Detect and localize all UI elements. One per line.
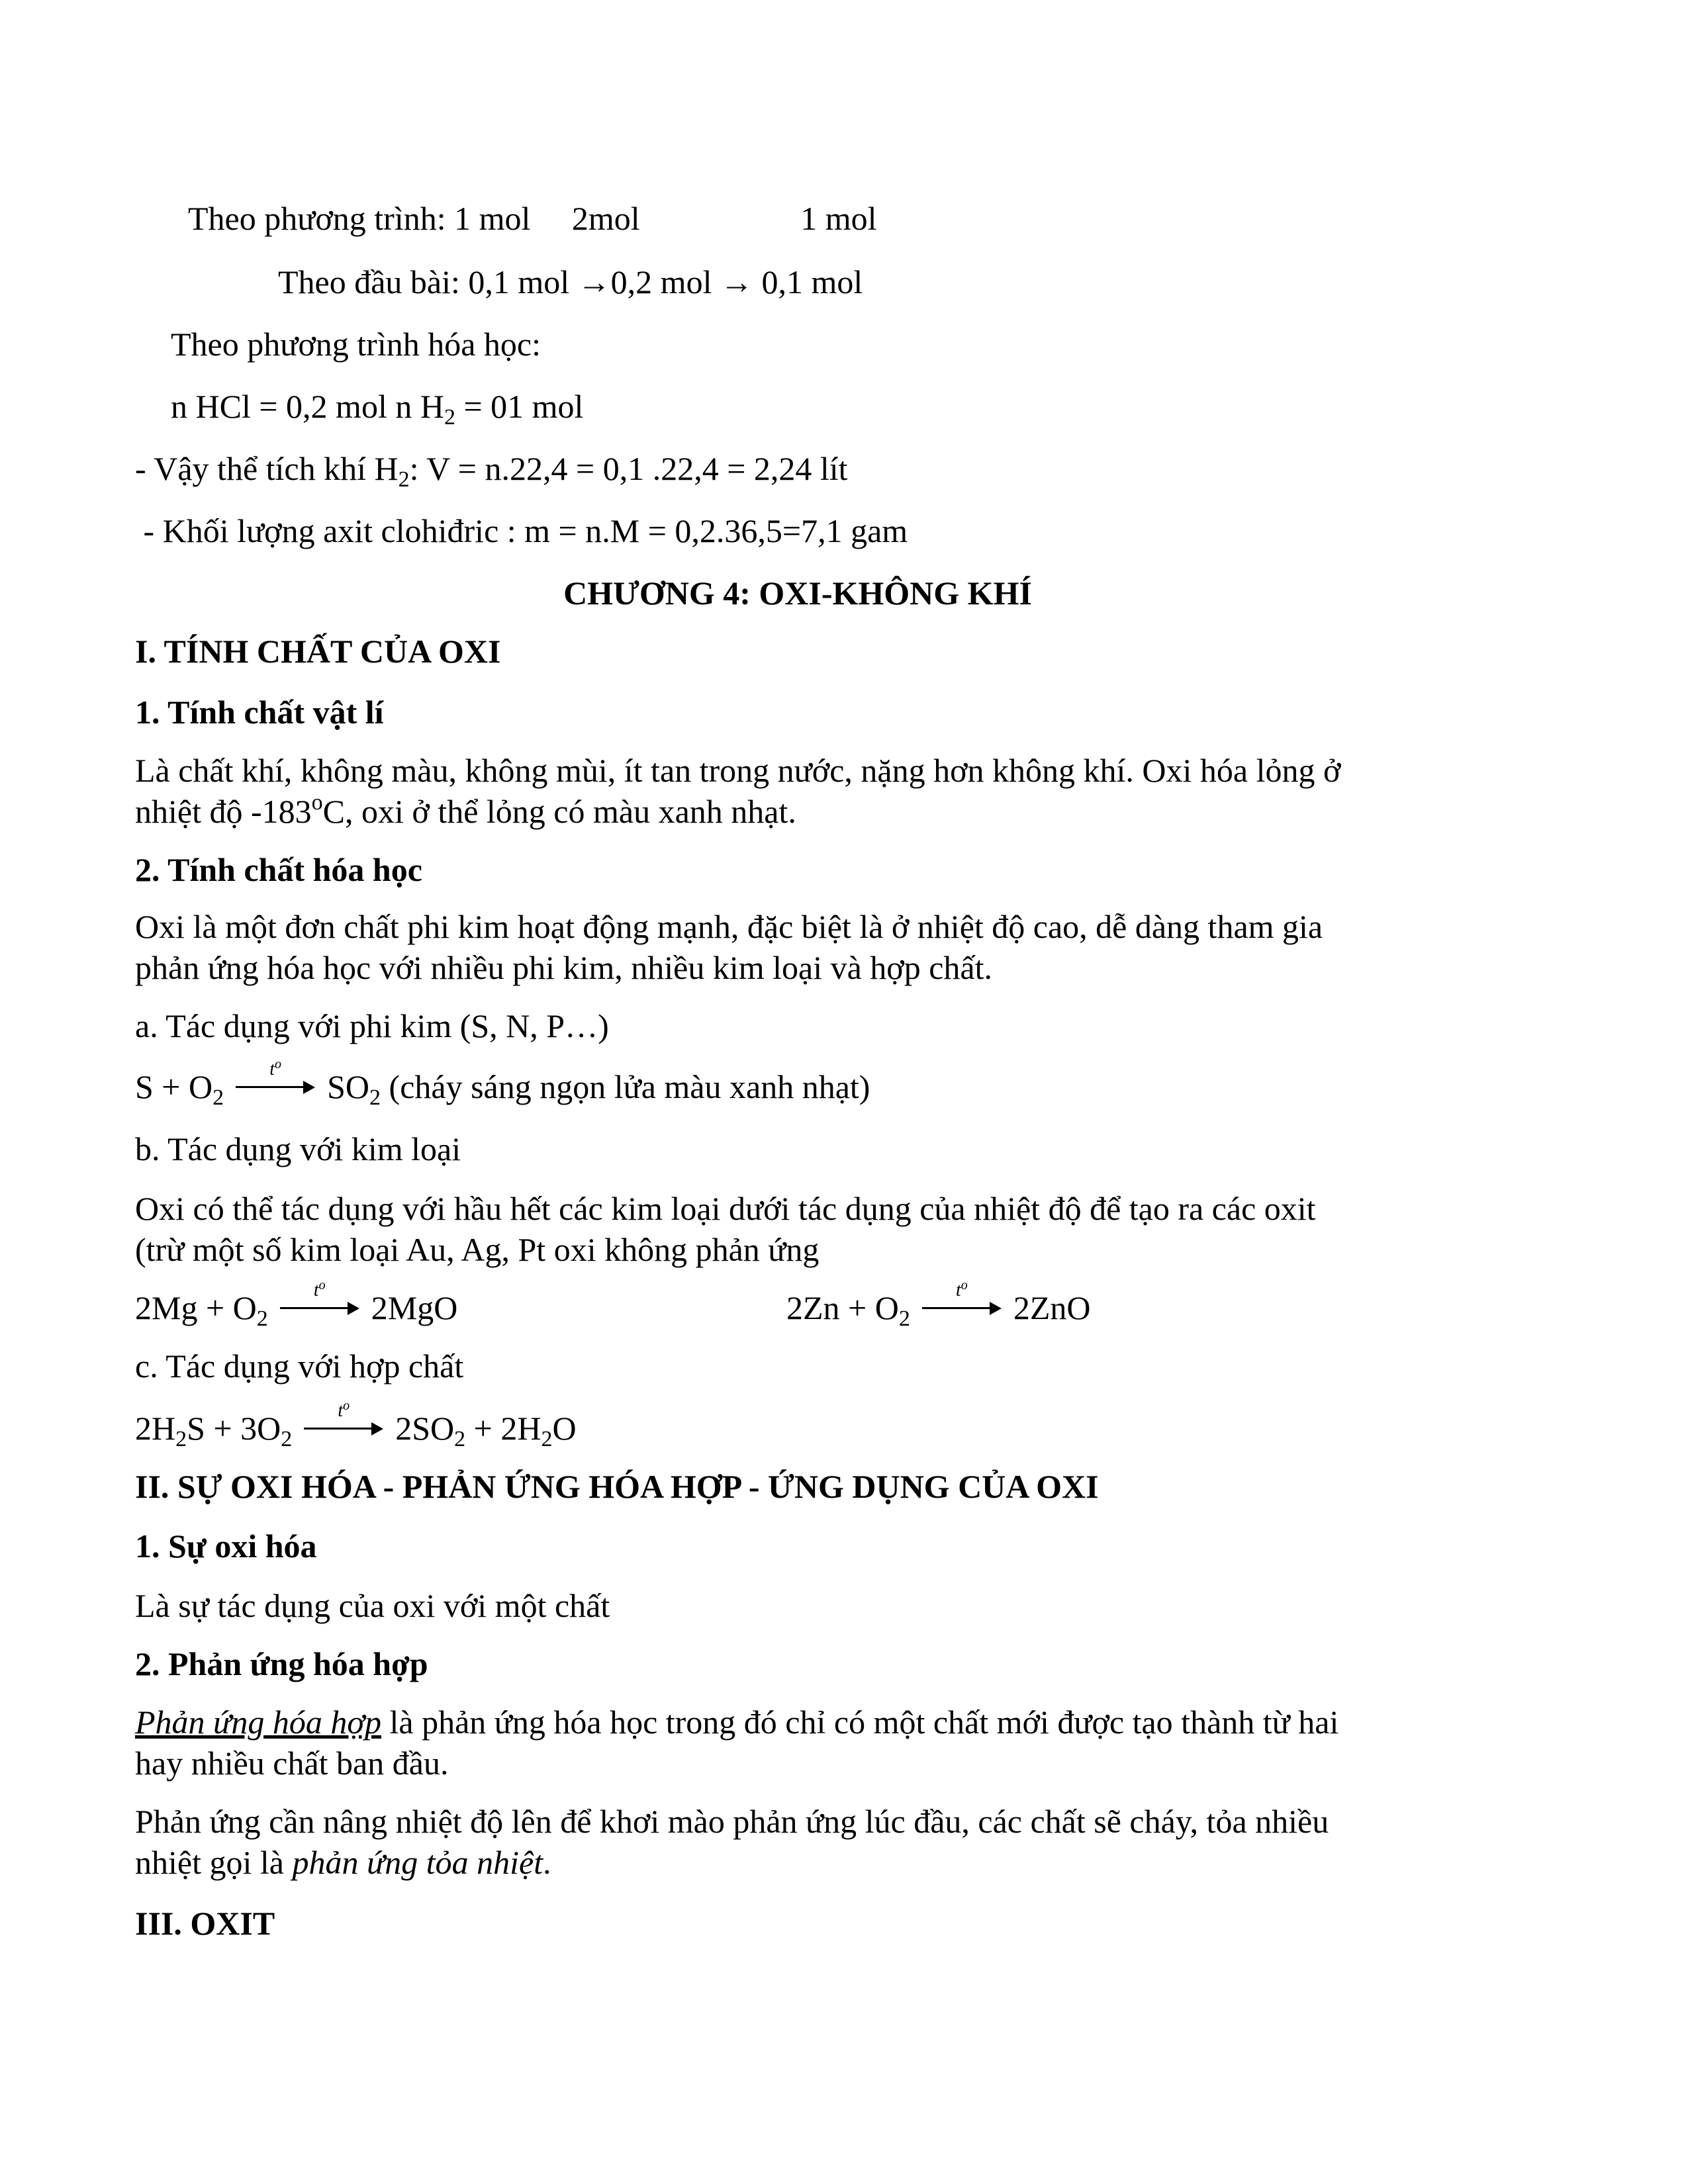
stoich-line-theo-db: Theo đầu bài: 0,1 mol →0,2 mol → 0,1 mol <box>278 263 863 300</box>
eq2-rhs: 2MgO <box>371 1289 458 1326</box>
volume-text-b: : V = n.22,4 = 0,1 .22,4 = 2,24 lít <box>409 450 848 487</box>
cond-t: t <box>338 1400 344 1421</box>
metals-line-2: (trừ một số kim loại Au, Ag, Pt oxi không phản ứng <box>135 1231 820 1268</box>
eq4-sub-2: 2 <box>281 1427 293 1451</box>
subsection-a-title: a. Tác dụng với phi kim (S, N, P…) <box>135 1007 609 1044</box>
equation-sulfur <box>135 1057 870 1110</box>
stoich-line-theo-pthh: Theo phương trình hóa học: <box>171 326 541 363</box>
oxidation-definition: Là sự tác dụng của oxi với một chất <box>135 1587 610 1624</box>
reaction-arrow <box>922 1278 1002 1322</box>
cond-t: t <box>269 1059 275 1079</box>
equation-hydrogen-sulfide <box>135 1398 577 1451</box>
moles-sub: 2 <box>444 405 455 430</box>
section-2-title: II. SỰ OXI HÓA - PHẢN ỨNG HÓA HỢP - ỨNG DỤNG CỦA OXI <box>135 1468 1099 1505</box>
section-1-sub-1: 1. Tính chất vật lí <box>135 694 384 731</box>
heat-condition <box>338 1396 350 1421</box>
heat-condition <box>269 1054 281 1079</box>
eq4-sub-4: 2 <box>541 1427 553 1451</box>
eq1-lhs: S + O <box>135 1068 213 1105</box>
arrow-shaft <box>236 1086 306 1088</box>
theo-pt-1mol: 1 mol <box>800 200 877 237</box>
subsection-b-title: b. Tác dụng với kim loại <box>135 1130 461 1167</box>
eq4-rhs-c: O <box>552 1410 577 1447</box>
eq1-sub: 2 <box>212 1085 224 1110</box>
defined-term: Phản ứng hóa hợp <box>135 1704 381 1741</box>
eq2-sub: 2 <box>256 1306 268 1331</box>
degree-sup: o <box>311 790 323 815</box>
moles-text-b: = 01 mol <box>455 388 584 425</box>
phys-text-b: C, oxi ở thể lỏng có màu xanh nhạt. <box>322 793 796 830</box>
cond-t: t <box>955 1280 961 1300</box>
eq4-rhs-b: + 2H <box>465 1410 541 1447</box>
chemical-props-line-2: phản ứng hóa học với nhiều phi kim, nhiều kim loại và hợp chất. <box>135 949 993 986</box>
theo-pt-text: Theo phương trình: 1 mol <box>188 200 531 237</box>
exothermic-term: phản ứng tỏa nhiệt <box>292 1844 543 1881</box>
heat-condition <box>956 1275 968 1300</box>
section-1-sub-2: 2. Tính chất hóa học <box>135 851 422 888</box>
exothermic-text-a: nhiệt gọi là <box>135 1844 293 1881</box>
reaction-arrow <box>236 1057 315 1101</box>
moles-text-a: n HCl = 0,2 mol n H <box>171 388 444 425</box>
arrow-head <box>348 1302 359 1315</box>
eq3-rhs: 2ZnO <box>1013 1289 1091 1326</box>
combination-definition-line-1 <box>135 1702 1338 1742</box>
arrow-head <box>303 1081 315 1094</box>
metals-line-1: Oxi có thể tác dụng với hầu hết các kim loại dưới tác dụng của nhiệt độ để tạo ra các oxit <box>135 1190 1316 1227</box>
cond-t: t <box>313 1280 319 1300</box>
eq4-lhs-b: S + 3O <box>187 1410 281 1447</box>
cond-degree: o <box>961 1278 968 1293</box>
equation-magnesium <box>135 1278 458 1331</box>
eq4-sub-1: 2 <box>175 1427 187 1451</box>
definition-text: là phản ứng hóa học trong đó chỉ có một chất mới được tạo thành từ hai <box>381 1704 1339 1741</box>
section-2-sub-2: 2. Phản ứng hóa hợp <box>135 1645 428 1682</box>
exothermic-line-2 <box>135 1843 551 1882</box>
cond-degree: o <box>318 1278 326 1293</box>
reaction-arrow <box>304 1398 383 1442</box>
eq3-lhs: 2Zn + O <box>786 1289 899 1326</box>
combination-definition-line-2: hay nhiều chất ban đầu. <box>135 1745 449 1782</box>
cond-degree: o <box>275 1057 282 1071</box>
cond-degree: o <box>343 1398 350 1413</box>
arrow-shaft <box>304 1428 374 1430</box>
volume-sub: 2 <box>398 467 410 492</box>
stoich-line-mass: - Khối lượng axit clohiđric : m = n.M = 0,2.36,5=7,1 gam <box>135 512 908 549</box>
eq1-note: (cháy sáng ngọn lửa màu xanh nhạt) <box>381 1068 870 1105</box>
equation-zinc <box>786 1278 1091 1331</box>
section-2-sub-1: 1. Sự oxi hóa <box>135 1527 317 1565</box>
stoich-line-volume <box>135 449 848 492</box>
arrow-head <box>990 1302 1002 1315</box>
eq4-lhs-a: 2H <box>135 1410 176 1447</box>
chapter-title: CHƯƠNG 4: OXI-KHÔNG KHÍ <box>563 574 1032 612</box>
phys-text-a: nhiệt độ -183 <box>135 793 312 830</box>
section-3-title: III. OXIT <box>135 1905 275 1942</box>
exothermic-period: . <box>543 1844 551 1881</box>
stoich-line-theo-pt <box>188 199 876 238</box>
eq4-rhs-a: 2SO <box>395 1410 455 1447</box>
eq3-sub: 2 <box>898 1306 910 1331</box>
eq4-sub-3: 2 <box>454 1427 466 1451</box>
heat-condition <box>314 1275 326 1300</box>
eq1-rhs-sub: 2 <box>369 1085 381 1110</box>
eq2-lhs: 2Mg + O <box>135 1289 257 1326</box>
stoich-line-moles <box>171 387 584 430</box>
physical-props-line-1: Là chất khí, không màu, không mùi, ít tan trong nước, nặng hơn không khí. Oxi hóa lỏng ở <box>135 752 1341 789</box>
arrow-head <box>371 1422 383 1435</box>
chemical-props-line-1: Oxi là một đơn chất phi kim hoạt động mạnh, đặc biệt là ở nhiệt độ cao, dễ dàng tham gia <box>135 908 1323 945</box>
eq1-rhs: SO <box>327 1068 370 1105</box>
section-1-title: I. TÍNH CHẤT CỦA OXI <box>135 633 501 670</box>
reaction-arrow <box>280 1278 359 1322</box>
volume-text-a: - Vậy thể tích khí H <box>135 450 399 487</box>
exothermic-line-1: Phản ứng cần nâng nhiệt độ lên để khơi mào phản ứng lúc đầu, các chất sẽ cháy, tỏa nhiều <box>135 1803 1329 1840</box>
arrow-shaft <box>922 1307 992 1309</box>
theo-pt-2mol: 2mol <box>571 200 640 237</box>
arrow-shaft <box>280 1307 350 1309</box>
physical-props-line-2 <box>135 792 796 831</box>
subsection-c-title: c. Tác dụng với hợp chất <box>135 1347 464 1385</box>
